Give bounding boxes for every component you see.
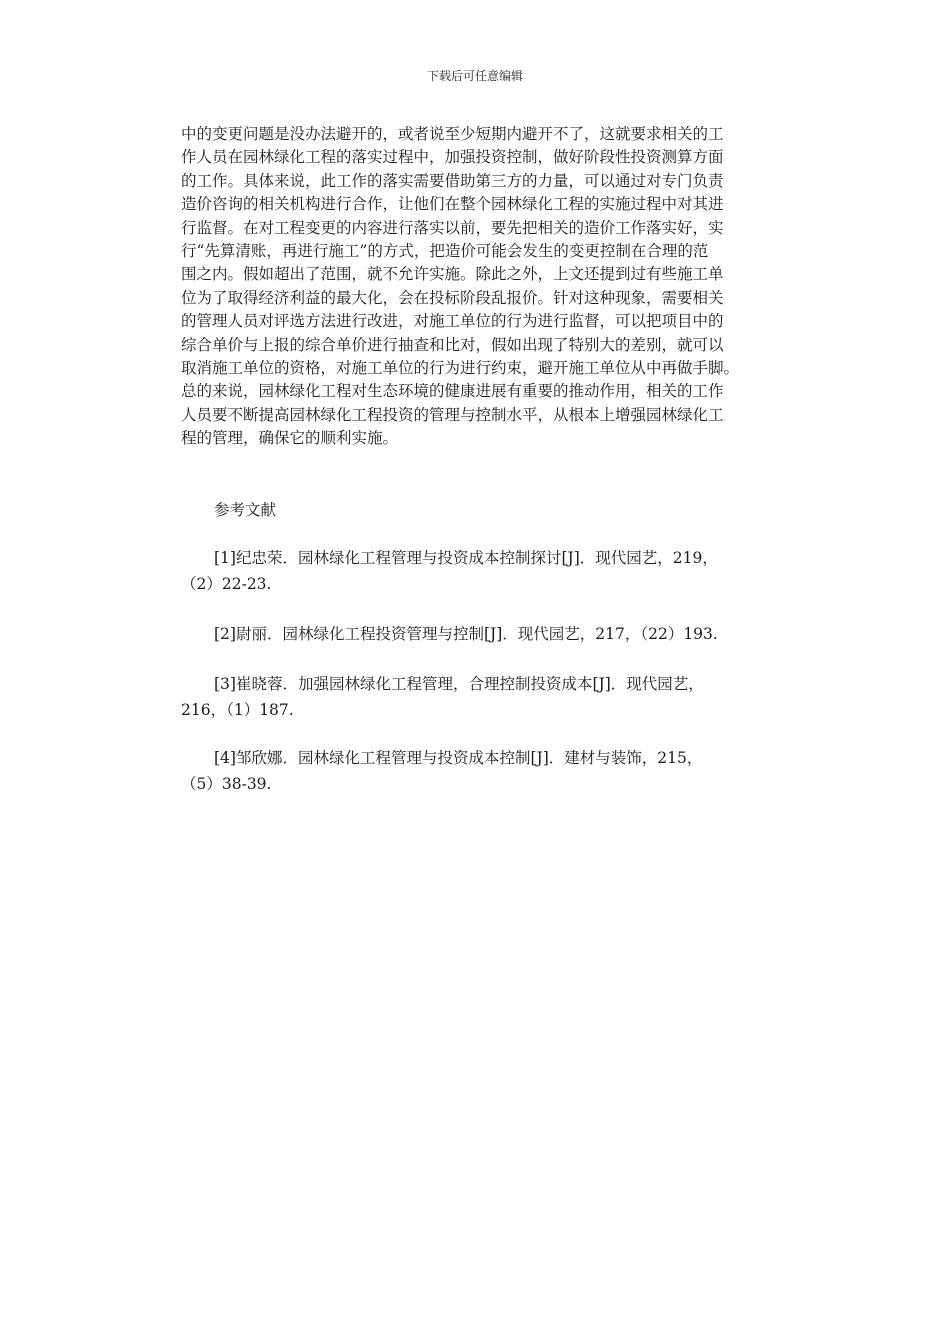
reference-line: [1]纪忠荣．园林绿化工程管理与投资成本控制探讨[J]．现代园艺，219，: [214, 549, 718, 567]
paragraph-line: 中的变更问题是没办法避开的，或者说至少短期内避开不了，这就要求相关的工: [181, 125, 724, 143]
reference-line: （2）22-23.: [181, 575, 272, 593]
references-heading: 参考文献: [214, 501, 277, 519]
reference-line: [4]邹欣娜．园林绿化工程管理与投资成本控制[J]．建材与装饰，215，: [214, 749, 703, 767]
paragraph-line: 位为了取得经济利益的最大化，会在投标阶段乱报价。针对这种现象，需要相关: [181, 288, 724, 307]
paragraph-line: 作人员在园林绿化工程的落实过程中，加强投资控制，做好阶段性投资测算方面: [181, 148, 724, 167]
paragraph-line: 的工作。具体来说，此工作的落实需要借助第三方的力量，可以通过对专门负责: [181, 171, 724, 190]
paragraph-line: 综合单价与上报的综合单价进行抽查和比对，假如出现了特别大的差别，就可以: [181, 335, 724, 354]
paragraph-line: 取消施工单位的资格，对施工单位的行为进行约束，避开施工单位从中再做手脚。: [181, 358, 740, 377]
paragraph-line: 程的管理，确保它的顺利实施。: [181, 429, 399, 448]
reference-line: 216，（1）187.: [181, 701, 294, 719]
body-paragraph: [181, 123, 771, 450]
paragraph-line: 行“先算清账，再进行施工”的方式，把造价可能会发生的变更控制在合理的范: [181, 241, 709, 260]
reference-line: [3]崔晓蓉．加强园林绿化工程管理，合理控制投资成本[J]．现代园艺，: [214, 675, 704, 693]
paragraph-line: 的管理人员对评选方法进行改进，对施工单位的行为进行监督，可以把项目中的: [181, 312, 724, 331]
reference-item-3: [181, 671, 781, 723]
paragraph-line: 造价咨询的相关机构进行合作，让他们在整个园林绿化工程的实施过程中对其进: [181, 195, 724, 214]
paragraph-line: 围之内。假如超出了范围，就不允许实施。除此之外，上文还提到过有些施工单: [181, 265, 724, 284]
paragraph-line: 人员要不断提高园林绿化工程投资的管理与控制水平，从根本上增强园林绿化工: [181, 405, 724, 424]
paragraph-line: 总的来说，园林绿化工程对生态环境的健康进展有重要的推动作用，相关的工作: [181, 382, 724, 401]
reference-line: （5）38-39.: [181, 775, 272, 793]
page-header: 下载后可任意编辑: [426, 69, 523, 83]
reference-item-2: [181, 621, 781, 647]
reference-item-1: [181, 545, 781, 597]
reference-item-4: [181, 745, 781, 797]
reference-line: [2]尉丽．园林绿化工程投资管理与控制[J]．现代园艺，217，（22）193.: [214, 625, 718, 643]
paragraph-line: 行监督。在对工程变更的内容进行落实以前，要先把相关的造价工作落实好，实: [181, 218, 724, 237]
